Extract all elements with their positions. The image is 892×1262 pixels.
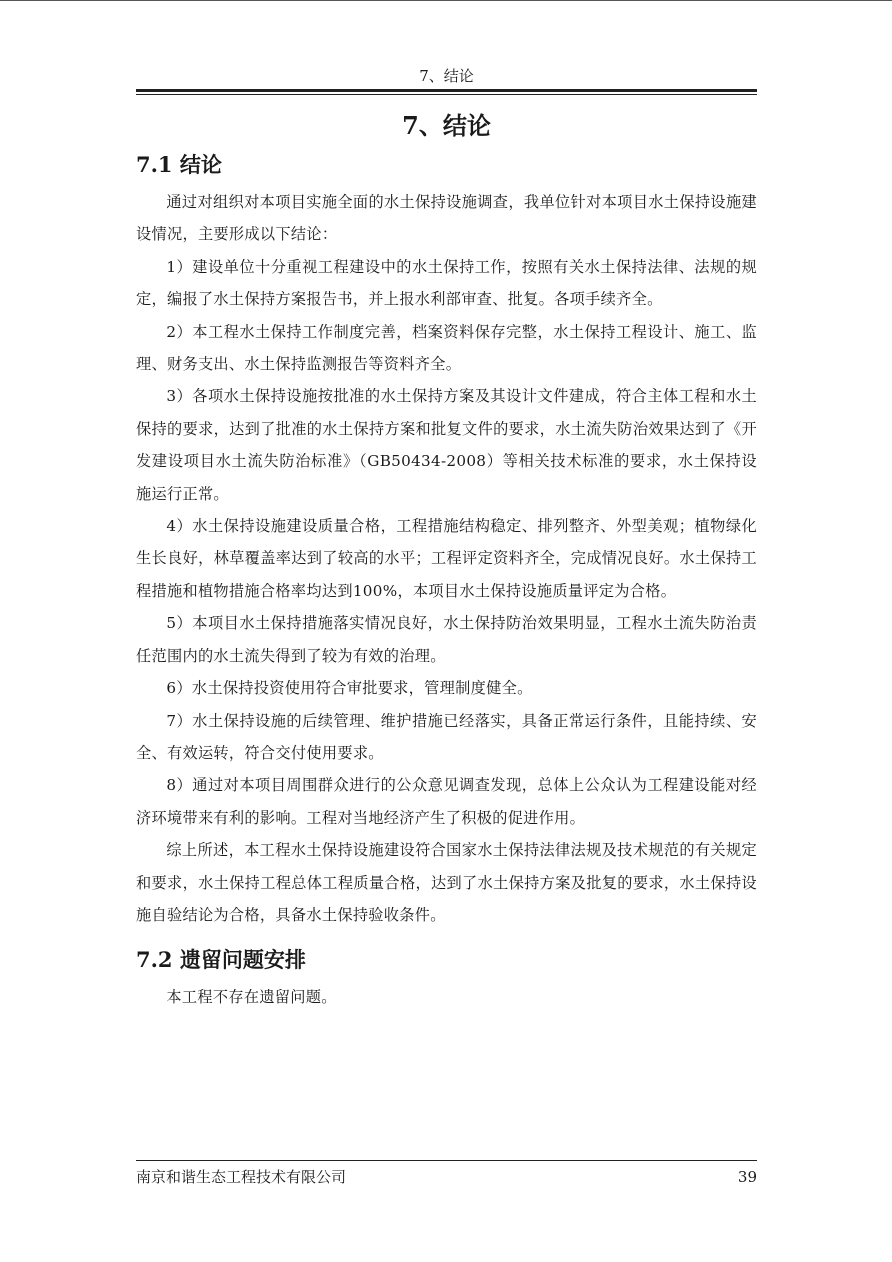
chapter-title: 7、结论 (402, 111, 491, 140)
page-top-border (0, 0, 892, 1)
header-rule-thick (136, 89, 757, 92)
footer-rule (136, 1160, 757, 1161)
paragraph-item-8: 8）通过对本项目周围群众进行的公众意见调查发现，总体上公众认为工程建设能对经济环境带来有利的影响。工程对当地经济产生了积极的促进作用。 (136, 776, 757, 827)
paragraph-remaining-issues: 本工程不存在遗留问题。 (166, 988, 337, 1007)
footer-page-number: 39 (737, 1168, 757, 1186)
paragraph-item-4: 4）水土保持设施建设质量合格，工程措施结构稳定、排列整齐、外型美观；植物绿化生长良好，林草覆盖率达到了较高的水平；工程评定资料齐全，完成情况良好。水土保持工程措施和植物措施合格率均达到100%，本项目水土保持设施质量评定为合格。 (136, 517, 757, 600)
section-title-conclusion: 7.1 结论 (136, 152, 222, 177)
paragraph-intro: 通过对组织对本项目实施全面的水土保持设施调查，我单位针对本项目水土保持设施建设情况，主要形成以下结论： (136, 193, 757, 244)
page-body (136, 106, 757, 1014)
paragraph-item-1: 1）建设单位十分重视工程建设中的水土保持工作，按照有关水土保持法律、法规的规定，编报了水土保持方案报告书，并上报水利部审查、批复。各项手续齐全。 (136, 257, 757, 309)
section-title-remaining-issues: 7.2 遗留问题安排 (136, 947, 306, 973)
paragraph-item-3: 3）各项水土保持设施按批准的水土保持方案及其设计文件建成，符合主体工程和水土保持的要求，达到了批准的水土保持方案和批复文件的要求，水土流失防治效果达到了《开发建设项目水土流失防治标准》（GB50434-2008）等相关技术标准的要求，水土保持设施运行正常。 (136, 387, 757, 503)
paragraph-summary: 综上所述，本工程水土保持设施建设符合国家水土保持法律法规及技术规范的有关规定和要求，水土保持工程总体工程质量合格，达到了水土保持方案及批复的要求，水土保持设施自验结论为合格，具备水土保持验收条件。 (136, 841, 757, 924)
footer-company-name: 南京和谐生态工程技术有限公司 (136, 1168, 347, 1186)
running-header: 7、结论 (419, 67, 474, 85)
paragraph-item-5: 5）本项目水土保持措施落实情况良好，水土保持防治效果明显，工程水土流失防治责任范围内的水土流失得到了较为有效的治理。 (136, 614, 757, 665)
header-rule-thin (136, 94, 757, 95)
paragraph-item-2: 2）本工程水土保持工作制度完善，档案资料保存完整，水土保持工程设计、施工、监理、财务支出、水土保持监测报告等资料齐全。 (136, 322, 757, 374)
paragraph-item-7: 7）水土保持设施的后续管理、维护措施已经落实，具备正常运行条件，且能持续、安全、有效运转，符合交付使用要求。 (136, 711, 757, 762)
paragraph-item-6: 6）水土保持投资使用符合审批要求，管理制度健全。 (166, 679, 533, 698)
